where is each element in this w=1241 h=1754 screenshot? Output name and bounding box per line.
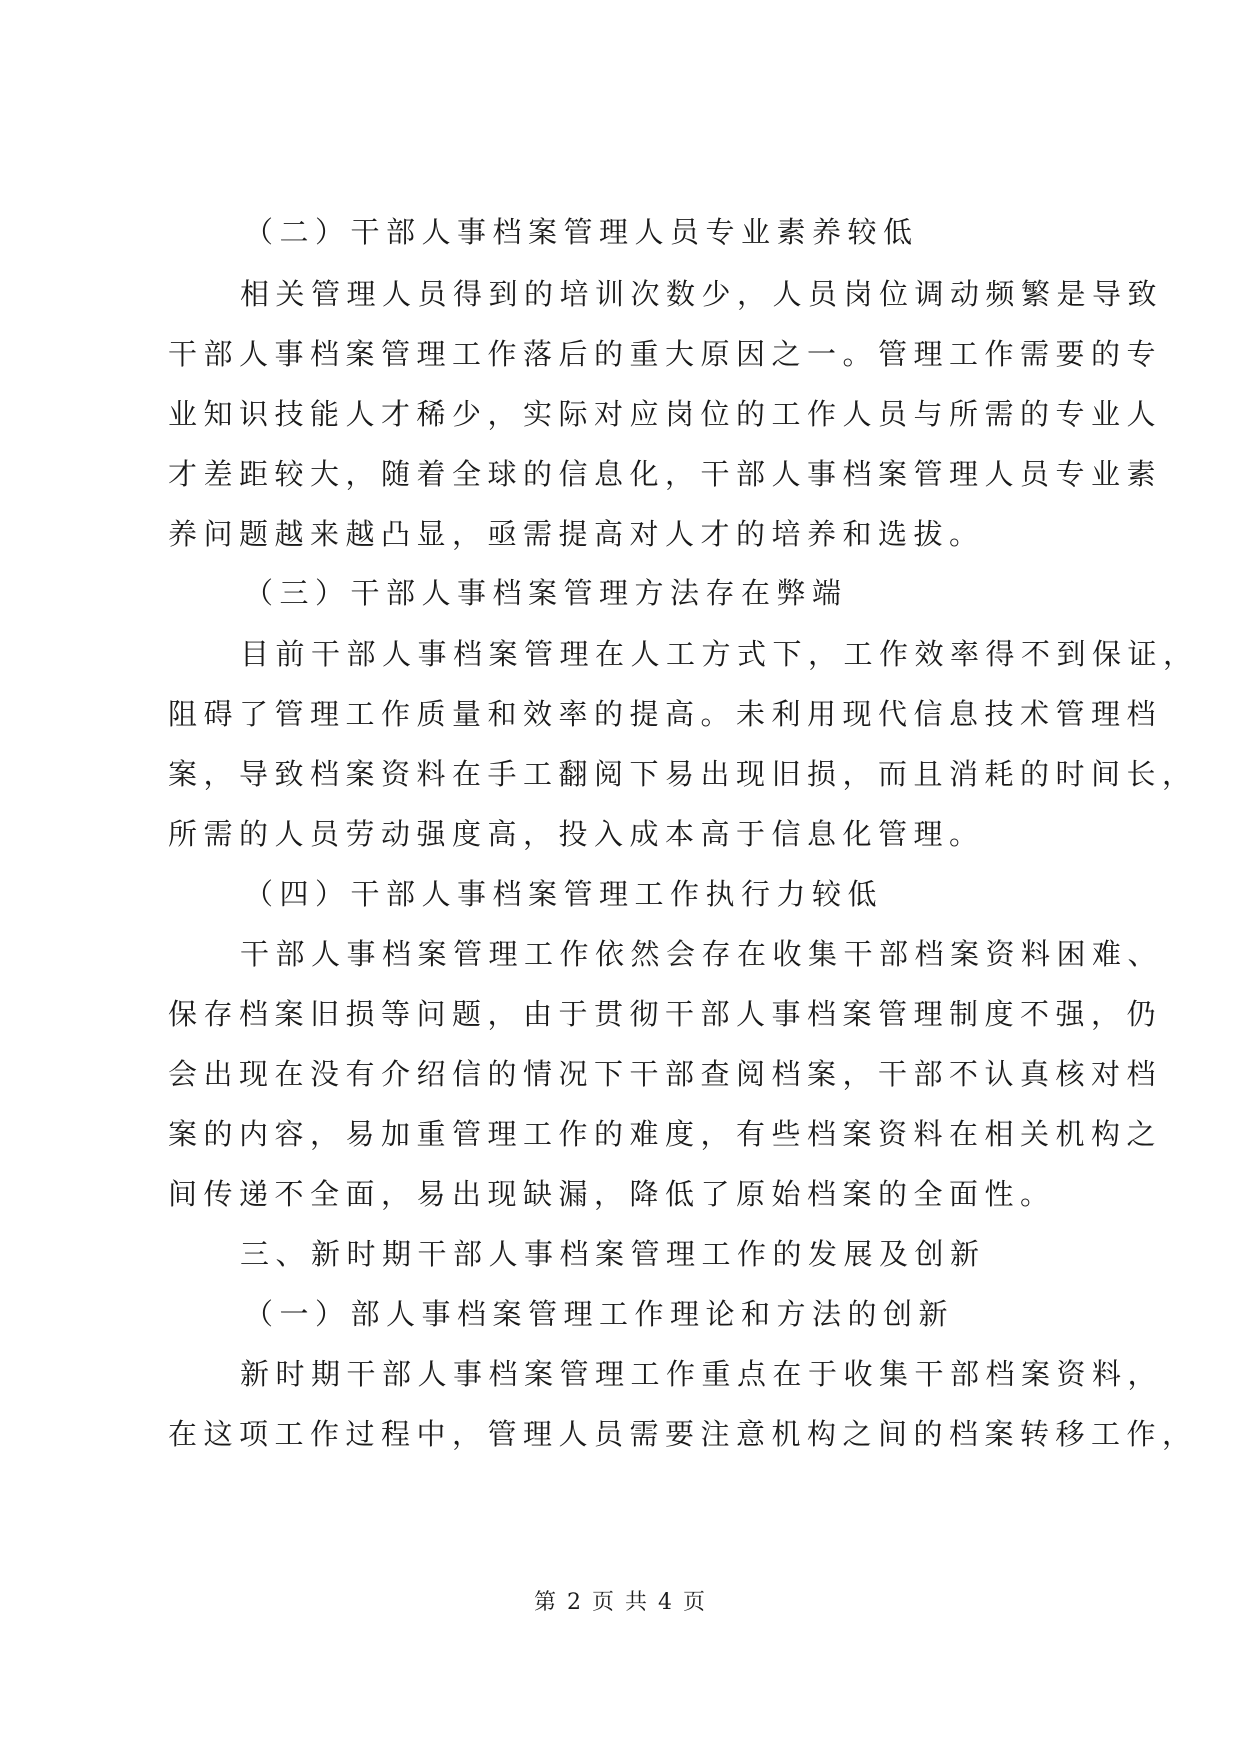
paragraph-line: 业知识技能人才稀少，实际对应岗位的工作人员与所需的专业人: [168, 397, 1163, 431]
paragraph-line: 才差距较大，随着全球的信息化，干部人事档案管理人员专业素: [168, 457, 1163, 491]
paragraph-line: 保存档案旧损等问题，由于贯彻干部人事档案管理制度不强，仍: [168, 997, 1163, 1031]
page-footer: 第 2 页 共 4 页: [534, 1590, 707, 1615]
paragraph-line: 间传递不全面，易出现缺漏，降低了原始档案的全面性。: [168, 1177, 1056, 1211]
section-heading-3: （三）干部人事档案管理方法存在弊端: [244, 576, 848, 610]
paragraph-line: 干部人事档案管理工作落后的重大原因之一。管理工作需要的专: [168, 337, 1163, 371]
paragraph-line: 所需的人员劳动强度高，投入成本高于信息化管理。: [168, 817, 985, 851]
chapter-heading-3: 三、新时期干部人事档案管理工作的发展及创新: [240, 1237, 986, 1271]
paragraph-line: 阻碍了管理工作质量和效率的提高。未利用现代信息技术管理档: [168, 697, 1163, 731]
section-heading-1: （一）部人事档案管理工作理论和方法的创新: [244, 1297, 955, 1331]
paragraph-line: 在这项工作过程中，管理人员需要注意机构之间的档案转移工作，: [168, 1417, 1198, 1451]
paragraph-line: 新时期干部人事档案管理工作重点在于收集干部档案资料，: [240, 1357, 1164, 1391]
section-heading-4: （四）干部人事档案管理工作执行力较低: [244, 877, 884, 911]
paragraph-line: 干部人事档案管理工作依然会存在收集干部档案资料困难、: [240, 937, 1164, 971]
paragraph-line: 会出现在没有介绍信的情况下干部查阅档案，干部不认真核对档: [168, 1057, 1163, 1091]
paragraph-line: 相关管理人员得到的培训次数少，人员岗位调动频繁是导致: [240, 277, 1164, 311]
section-heading-2: （二）干部人事档案管理人员专业素养较低: [244, 215, 919, 249]
paragraph-line: 案，导致档案资料在手工翻阅下易出现旧损，而且消耗的时间长，: [168, 757, 1198, 791]
paragraph-line: 目前干部人事档案管理在人工方式下，工作效率得不到保证，: [240, 637, 1199, 671]
paragraph-line: 案的内容，易加重管理工作的难度，有些档案资料在相关机构之: [168, 1117, 1163, 1151]
paragraph-line: 养问题越来越凸显，亟需提高对人才的培养和选拔。: [168, 517, 985, 551]
